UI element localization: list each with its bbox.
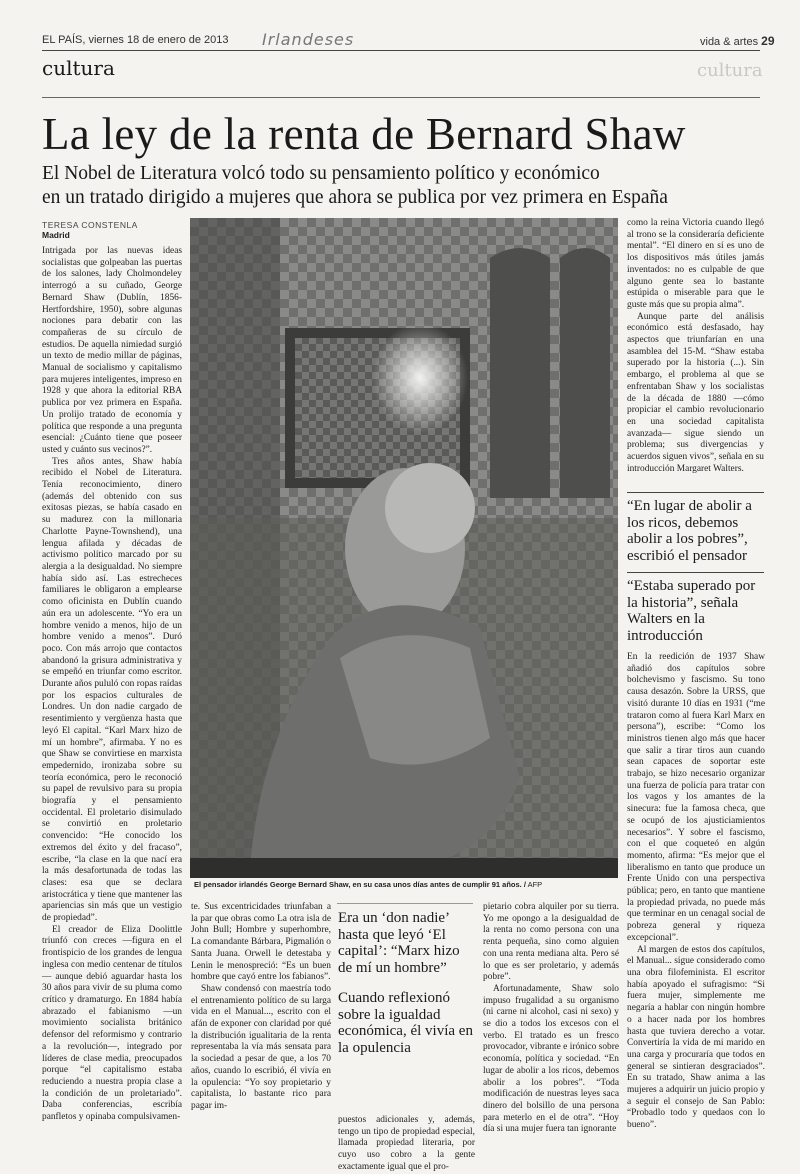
- paragraph: Intrigada por las nuevas ideas socialistas que golpeaban las puertas de los salones, lady Cholmondeley interrogó a su cuñado, George Bernard Shaw (Dublín, 1856-Hertfordshire, 1950), sobre algunas nociones para debatir con las compañeras de su círculo de estudios. De aquella nimiedad surgió un texto de medio millar de páginas, Manual de socialismo y capitalismo para mujeres inteligentes, impreso en 1928 y que ahora la editorial RBA publica por vez primera en España. Un prolijo tratado de economía y política que responde a una pregunta esencial: ¿Cuánto tiene que poseer usted y cuánto sus vecinos?”.: [42, 246, 182, 455]
- byline-author: TERESA CONSTENLA: [42, 220, 138, 230]
- caption-text: El pensador irlandés George Bernard Shaw, en su casa unos días antes de cumplir 91 años. /: [194, 880, 526, 889]
- section-rule: [42, 97, 760, 98]
- article-column-5-top: [627, 218, 764, 490]
- article-column-5-bottom: [627, 652, 765, 1158]
- article-column-4: [483, 902, 619, 1158]
- pull-quote-2: “Estaba superado por la historia”, señala Walters en la introducción: [627, 578, 756, 644]
- photo-credit: AFP: [527, 880, 543, 889]
- paragraph: Shaw condensó con maestría todo el entrenamiento político de su larga vida en el Manual..., escrito con el afán de exponer con claridad por qué la distribución igualitaria de la renta representaba la vía más sensata para la sociedad a pesar de que, a los 70 años, cuando lo escribió, él vivía en la opulencia: “Yo soy propietario y capitalista, lo bastante rico para pagar im-: [191, 983, 331, 1111]
- handwritten-annotation: Irlandeses: [262, 30, 355, 49]
- paragraph: El creador de Eliza Doolittle triunfó con creces —figura en el frontispicio de los grandes de lengua inglesa con medio centenar de títulos— aunque debió aguardar hasta los 30 años para vivir de su pluma como crítico y dramaturgo. En 1884 había abrazado el fabianismo —un movimiento socialista británico defensor del reformismo y contrario a la revolución—, integrado por líderes de clase media, preocupados porque “el capitalismo estaba reduciendo a nuestra propia clase a la condición de un proletariado”. Daba conferencias, escribía panfletos y opinaba compulsivamen-: [42, 924, 182, 1123]
- header-rule: [42, 50, 760, 51]
- shaw-portrait-image: [190, 218, 618, 878]
- subheadline-line-1: El Nobel de Literatura volcó todo su pensamiento político y económico: [42, 163, 600, 184]
- article-column-2: [191, 902, 331, 1158]
- section-title-ghost: cultura: [697, 60, 763, 81]
- page-section-label: [700, 34, 775, 48]
- page-date-header: EL PAÍS, viernes 18 de enero de 2013: [42, 34, 229, 46]
- paragraph: Al margen de estos dos capítulos, el Manual... sigue considerado como una obra filofeminista. El escritor había apoyado el sufragismo: “Si fuera mujer, simplemente me negaría a hablar con ningún hombre o a hacer nada por los hombres hasta que tuviera derecho a votar. Convertiría la vida de mi marido en una carga y procuraría que todos en general se sintieran desgraciados”. En su tratado, Shaw anima a las mujeres a adquirir un juicio propio y a seguir el consejo de San Pablo: “Probadlo todo y quedaos con lo bueno”.: [627, 944, 765, 1131]
- paragraph: Tres años antes, Shaw había recibido el Nobel de Literatura. Tenía reconocimiento, dinero (además del obtenido con sus exitosas piezas, se había casado en su madurez con la millonaria Charlotte Payne-Townshend), una lengua afilada y décadas de activismo político marcado por su alergia a la desigualdad. No siempre había sido así. Las estrecheces familiares le obligaron a emplearse como oficinista en Dublín cuando aún era un adolescente. “Yo era un hombre venido a menos, hijo de un hombre venido a menos”. Duró poco. Con más arrojo que contactos abandonó la grisura administrativa y se empeñó en triunfar como escritor. Durante años pululó con ropas raídas por los espacios culturales de Londres. Un don nadie cargado de resentimiento y vergüenza hasta que leyó El capital. “Karl Marx hizo de mí un hombre”, afirmaba. Y no es que Shaw se convirtiese en marxista empedernido, ironizaba sobre su teoría económica, pero le reconoció su papel de revulsivo para su propia biografía y el pensamiento occidental. El proletario disimulado se convirtió en proletario convencido: “He conocido los extremos del éxito y del fracaso”, escribe, “la clase en la que nací era la más desafortunada de todas las clases: esa que se declara aristocrática y tiene que mantener las apariencias sin más que un vestigio de propiedad”.: [42, 456, 182, 924]
- paragraph: te. Sus excentricidades triunfaban a la par que obras como La otra isla de John Bull; Hombre y superhombre, La comandante Bárbara, Pigmalión o Santa Juana. Orwell le detestaba y Lenin le menospreció: “Es un buen hombre que cayó entre los fabianos”.: [191, 902, 331, 983]
- article-column-3: [338, 1115, 475, 1172]
- byline: [42, 220, 138, 240]
- article-column-1: [42, 246, 182, 1156]
- photo-caption: [194, 880, 618, 889]
- pullquote-rule: [627, 492, 764, 493]
- article-photo: [190, 218, 618, 878]
- paragraph: Aunque parte del análisis económico está desfasado, hay aspectos que triunfarían en una asamblea del 15-M. “Shaw estaba superado por la historia (...). Sin embargo, el problema al que se enfrentaban Shaw y los socialistas de la década de 1880 —cómo propiciar el cambio revolucionario en una sociedad capitalista avanzada— sigue siendo un problema; sus divergencias y acuerdos siguen vivos”, señala en su introducción Margaret Walters.: [627, 311, 764, 474]
- subheadline: [42, 162, 777, 211]
- paragraph: como la reina Victoria cuando llegó al trono se la consideraría deficiente mental”. “El dinero en sí es uno de los dispositivos más útiles jamás inventados: no es culpable de que alguno gente sea lo bastante estúpida o miserable para que le guste más que su propia alma”.: [627, 218, 764, 310]
- section-title: cultura: [42, 56, 115, 80]
- paragraph: En la reedición de 1937 Shaw añadió dos capítulos sobre bolchevismo y fascismo. Su tono causa desazón. Sobre la URSS, que visitó durante 10 días en 1931 (“me trataron como al fuera Karl Marx en persona”), escribe: “Como los ministros tienen algo más que hacer que salir a tirar tiros aun cuando sean capaces de soportar este trabajo, se hizo necesario organizar una fuerza de policía para tratar con los vagos y los amantes de la sinecura: fue la famosa checa, que se ocupó de los ajusticiamientos necesarios”. Y sobre el fascismo, con el que coqueteó en algún momento, afirma: “Es mejor que el liberalismo en tanto que produce un Frente Unido con una perspectiva pública; pero, en tanto que mantiene la propiedad privada, no puede más que terminar en un cenagal social de pobreza general y riqueza excepcional”.: [627, 652, 765, 943]
- paragraph: Afortunadamente, Shaw solo impuso frugalidad a su organismo (ni carne ni alcohol, casi ni sexo) y se dio a todos los excesos con el verbo. El tratado es un fresco provocador, vibrante e irónico sobre economía, política y sociedad. “En lugar de abolir a los ricos, debemos abolir a los pobres”. “Toda modificación de nuestras leyes saca dinero del bolsillo de una persona para meterlo en el de otra”. “Hoy día si una mujer fuera tan ignorante: [483, 983, 619, 1135]
- pull-quote-4: Cuando reflexionó sobre la igualdad económica, él vivía en la opulencia: [338, 990, 473, 1056]
- headline: La ley de la renta de Bernard Shaw: [42, 109, 686, 159]
- paragraph: puestos adicionales y, además, tengo un tipo de propiedad especial, llamada propiedad literaria, por cuyo uso cobro a la gente exactamente igual que el pro-: [338, 1115, 475, 1172]
- pullquote-rule: [627, 572, 764, 573]
- byline-place: Madrid: [42, 230, 70, 240]
- section-name: vida & artes: [700, 36, 759, 48]
- paragraph: pietario cobra alquiler por su tierra. Yo me opongo a la desigualdad de la renta no como persona con una renta pequeña, sino como alguien con una renta mediana alta. Pero sé lo que es ser proletario, y además pobre”.: [483, 902, 619, 983]
- pull-quote-3: Era un ‘don nadie’ hasta que leyó ‘El capital’: “Marx hizo de mí un hombre”: [338, 910, 460, 976]
- pullquote-rule: [337, 903, 473, 904]
- page-number: 29: [761, 34, 775, 48]
- pull-quote-1: “En lugar de abolir a los ricos, debemos abolir a los pobres”, escribió el pensador: [627, 498, 752, 564]
- subheadline-line-2: en un tratado dirigido a mujeres que ahora se publica por vez primera en España: [42, 187, 668, 209]
